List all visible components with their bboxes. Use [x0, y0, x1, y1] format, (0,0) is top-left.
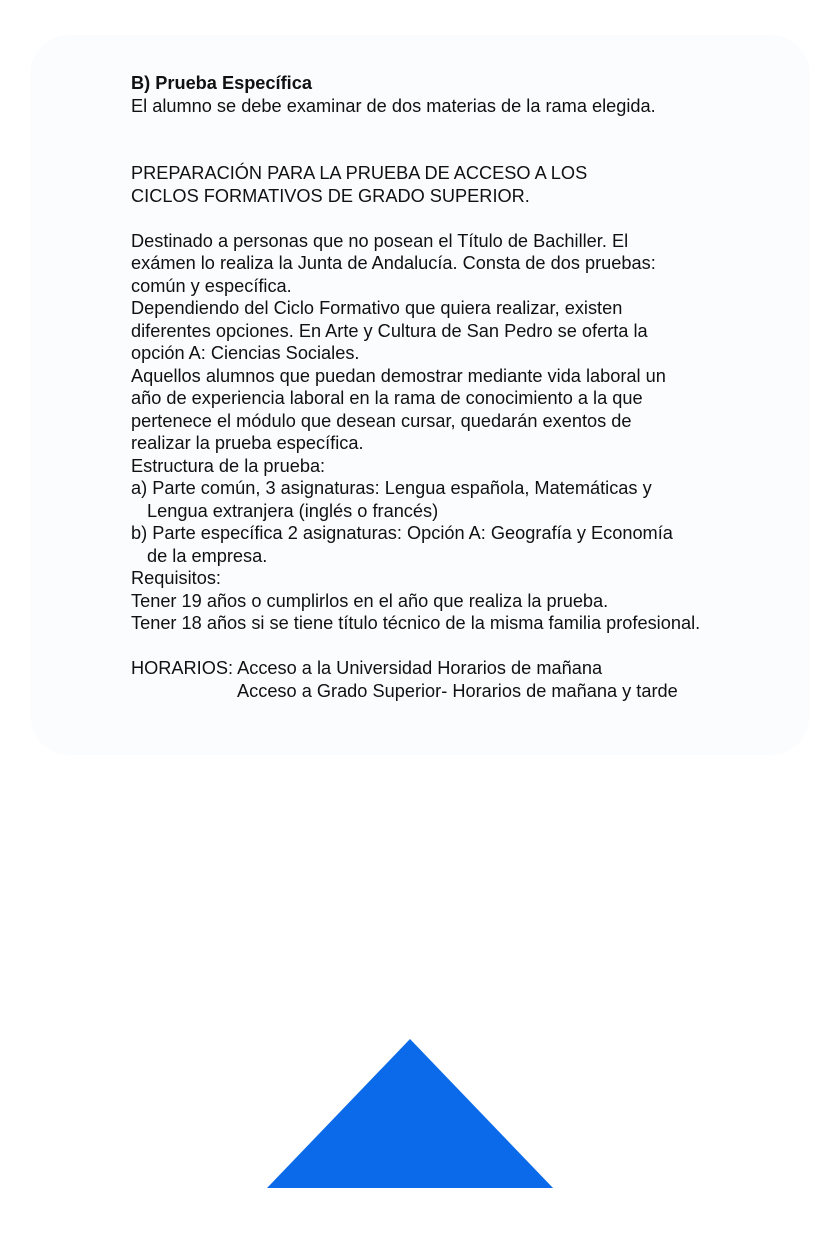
paragraph-line: diferentes opciones. En Arte y Cultura de San Pedro se oferta la	[131, 320, 648, 341]
paragraph-line: Destinado a personas que no posean el Título de Bachiller. El	[131, 230, 629, 251]
spacer	[131, 207, 791, 230]
section-b-text: El alumno se debe examinar de dos materias de la rama elegida.	[131, 95, 656, 116]
paragraph-line: común y específica.	[131, 275, 292, 296]
blue-triangle-icon	[267, 1039, 553, 1188]
spacer	[131, 117, 791, 162]
requisito-1: Tener 19 años o cumplirlos en el año que realiza la prueba.	[131, 590, 609, 611]
item-b-line-1: b) Parte específica 2 asignaturas: Opción A: Geografía y Economía	[131, 523, 673, 543]
grado-superior-title-line-2: CICLOS FORMATIVOS DE GRADO SUPERIOR.	[131, 185, 530, 206]
item-a-line-1: a) Parte común, 3 asignaturas: Lengua española, Matemáticas y	[131, 478, 652, 498]
paragraph-line: exámen lo realiza la Junta de Andalucía. Consta de dos pruebas:	[131, 253, 656, 273]
spacer	[131, 635, 791, 658]
paragraph-line: Dependiendo del Ciclo Formativo que quiera realizar, existen	[131, 298, 623, 318]
horarios-line-2: Acceso a Grado Superior- Horarios de mañana y tarde	[237, 680, 678, 701]
paragraph-line: opción A: Ciencias Sociales.	[131, 343, 360, 363]
paragraph-line: año de experiencia laboral en la rama de conocimiento a la que	[131, 388, 643, 408]
item-a-line-2: Lengua extranjera (inglés o francés)	[147, 500, 439, 521]
document-body	[131, 72, 791, 702]
grado-superior-paragraph	[131, 230, 791, 455]
item-b-line-2: de la empresa.	[147, 545, 268, 566]
requisito-2: Tener 18 años si se tiene título técnico de la misma familia profesional.	[131, 613, 701, 633]
horarios-line-1: HORARIOS: Acceso a la Universidad Horarios de mañana	[131, 658, 603, 678]
estructura-label: Estructura de la prueba:	[131, 455, 326, 476]
paragraph-line: pertenece el módulo que desean cursar, quedarán exentos de	[131, 410, 632, 431]
requisitos-label: Requisitos:	[131, 568, 221, 588]
section-b-heading: B) Prueba Específica	[131, 73, 312, 93]
paragraph-line: realizar la prueba específica.	[131, 433, 364, 453]
paragraph-line: Aquellos alumnos que puedan demostrar mediante vida laboral un	[131, 365, 666, 386]
grado-superior-title-line-1: PREPARACIÓN PARA LA PRUEBA DE ACCESO A LOS	[131, 163, 588, 183]
